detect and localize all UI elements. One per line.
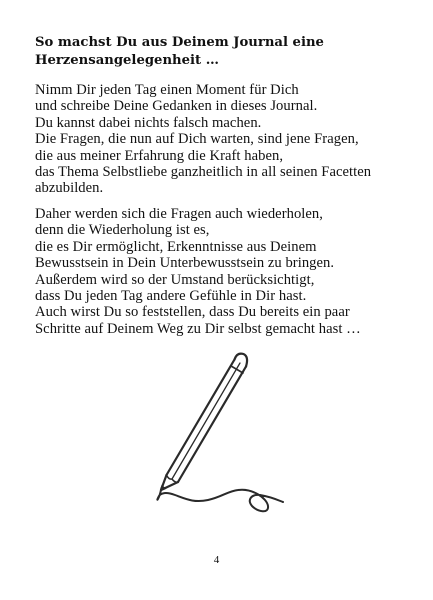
text-line: denn die Wiederholung ist es, <box>35 222 210 239</box>
pencil-eraser <box>235 354 248 367</box>
pencil-body-center-line <box>172 363 240 479</box>
text-line: Außerdem wird so der Umstand berücksichtigt, <box>35 271 315 288</box>
pencil-drawing-heart-line-icon <box>120 349 320 519</box>
text-line: abzubilden. <box>35 180 104 197</box>
page-number: 4 <box>213 554 220 566</box>
scribble-heart-line <box>157 490 283 512</box>
pencil-body-edge-right <box>178 367 246 483</box>
heading-line: So machst Du aus Deinem Journal eine <box>35 35 324 50</box>
paragraph-repetition <box>35 206 425 337</box>
text-line: Daher werden sich die Fragen auch wiederholen, <box>35 206 323 222</box>
text-line: das Thema Selbstliebe ganzheitlich in all seinen Facetten <box>35 164 372 181</box>
text-line: die es Dir ermöglicht, Erkenntnisse aus Deinem <box>35 238 317 255</box>
pencil-body-edge-left <box>167 360 235 476</box>
heading-line: Herzensangelegenheit … <box>35 52 219 68</box>
pencil-cone-cut <box>167 475 179 482</box>
text-line: dass Du jeden Tag andere Gefühle in Dir hast. <box>35 288 307 305</box>
text-line: Bewusstsein in Dein Unterbewusstsein zu bringen. <box>35 255 335 272</box>
text-line: Die Fragen, die nun auf Dich warten, sind jene Fragen, <box>35 131 359 148</box>
text-line: Schritte auf Deinem Weg zu Dir selbst gemacht hast … <box>35 320 361 337</box>
paragraph-intro <box>35 82 425 197</box>
section-heading <box>35 34 415 69</box>
text-line: Nimm Dir jeden Tag einen Moment für Dich <box>35 82 299 98</box>
text-line: Du kannst dabei nichts falsch machen. <box>35 114 262 131</box>
text-line: die aus meiner Erfahrung die Kraft haben, <box>35 147 284 164</box>
text-line: und schreibe Deine Gedanken in dieses Journal. <box>35 98 318 115</box>
text-line: Auch wirst Du so feststellen, dass Du bereits ein paar <box>35 304 350 321</box>
